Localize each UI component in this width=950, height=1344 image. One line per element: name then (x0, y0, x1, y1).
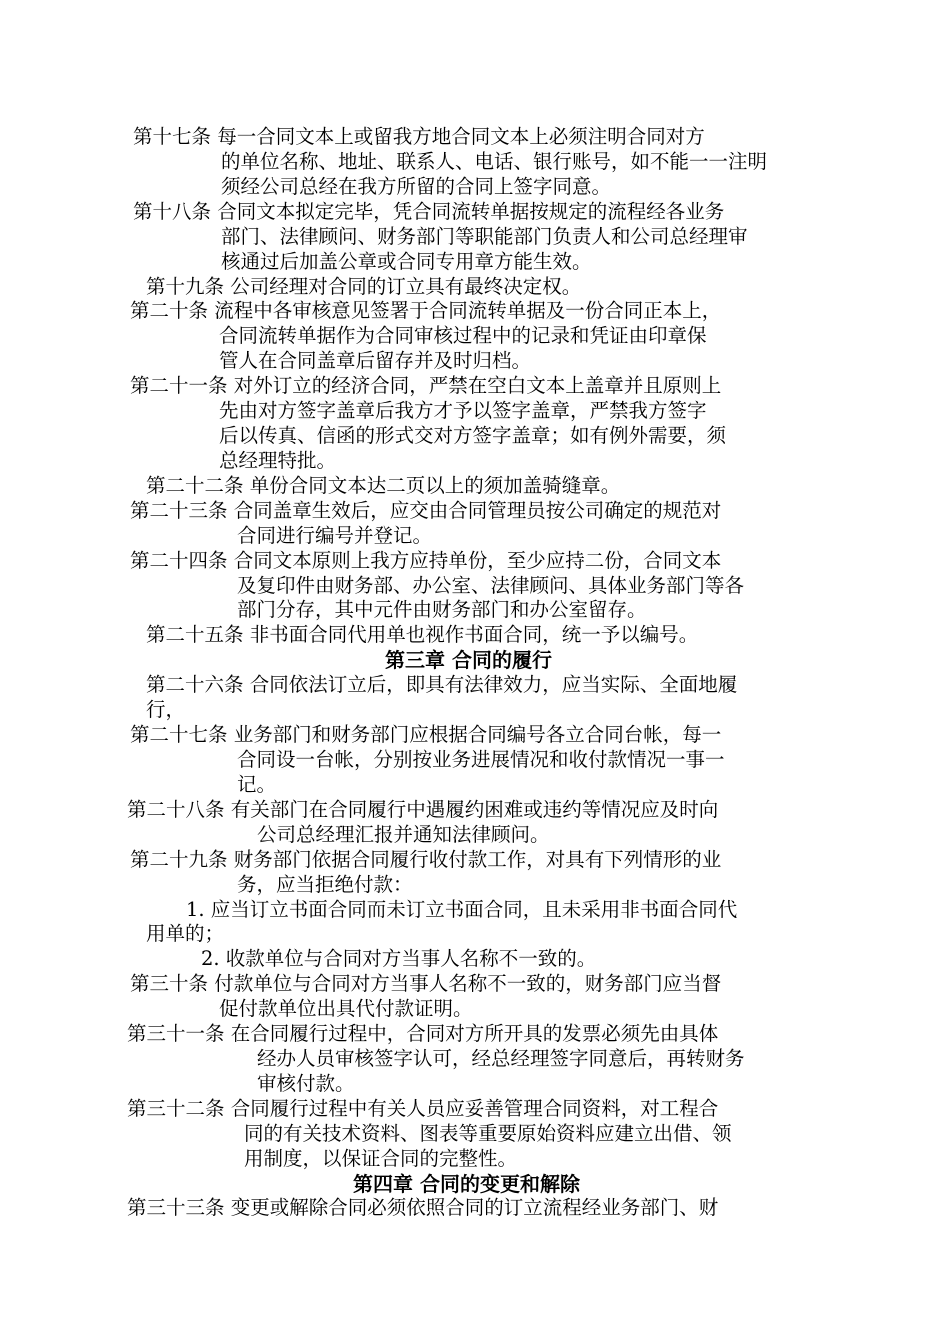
text-line: 第三十二条 合同履行过程中有关人员应妥善管理合同资料，对工程合 (127, 1097, 719, 1120)
text-line: 第十七条 每一合同文本上或留我方地合同文本上必须注明合同对方 (133, 125, 705, 148)
text-line: 公司总经理汇报并通知法律顾问。 (257, 823, 550, 846)
text-line: 第三十条 付款单位与合同对方当事人名称不一致的，财务部门应当督 (130, 972, 722, 995)
text-line: 第二十五条 非书面合同代用单也视作书面合同，统一予以编号。 (146, 623, 699, 646)
text-line: 合同流转单据作为合同审核过程中的记录和凭证由印章保 (219, 324, 707, 347)
text-line: 1. 应当订立书面合同而未订立书面合同，且未采用非书面合同代 (186, 898, 738, 921)
text-line: 部门、法律顾问、财务部门等职能部门负责人和公司总经理审 (221, 225, 748, 248)
text-line: 记。 (237, 773, 277, 796)
text-line: 总经理特批。 (219, 449, 337, 472)
text-line: 后以传真、信函的形式交对方签字盖章；如有例外需要，须 (219, 424, 727, 447)
text-line: 第二十一条 对外订立的经济合同，严禁在空白文本上盖章并且原则上 (130, 374, 722, 397)
text-line: 第十八条 合同文本拟定完毕，凭合同流转单据按规定的流程经各业务 (133, 200, 725, 223)
text-line: 核通过后加盖公章或合同专用章方能生效。 (221, 250, 592, 273)
chapter-heading: 第三章 合同的履行 (385, 648, 552, 672)
text-line: 须经公司总经在我方所留的合同上签字同意。 (221, 175, 612, 198)
text-line: 同的有关技术资料、图表等重要原始资料应建立出借、领 (244, 1122, 732, 1145)
text-line: 2. 收款单位与合同对方当事人名称不一致的。 (201, 947, 597, 970)
text-line: 行， (146, 698, 186, 721)
text-line: 部门分存，其中元件由财务部门和办公室留存。 (237, 598, 647, 621)
text-line: 先由对方签字盖章后我方才予以签字盖章，严禁我方签字 (219, 399, 707, 422)
text-line: 促付款单位出具代付款证明。 (219, 997, 473, 1020)
text-line: 第二十三条 合同盖章生效后，应交由合同管理员按公司确定的规范对 (130, 499, 722, 522)
text-line: 用制度，以保证合同的完整性。 (244, 1147, 518, 1170)
text-line: 合同进行编号并登记。 (237, 524, 433, 547)
text-line: 第二十二条 单份合同文本达二页以上的须加盖骑缝章。 (146, 474, 621, 497)
text-line: 第二十七条 业务部门和财务部门应根据合同编号各立合同台帐，每一 (130, 723, 722, 746)
text-line: 第十九条 公司经理对合同的订立具有最终决定权。 (146, 275, 582, 298)
text-line: 及复印件由财务部、办公室、法律顾问、具体业务部门等各 (237, 574, 745, 597)
text-line: 第二十九条 财务部门依据合同履行收付款工作，对具有下列情形的业 (130, 848, 722, 871)
text-line: 第二十六条 合同依法订立后，即具有法律效力，应当实际、全面地履 (146, 673, 738, 696)
text-line: 经办人员审核签字认可，经总经理签字同意后，再转财务 (257, 1047, 745, 1070)
text-line: 务，应当拒绝付款： (237, 873, 413, 896)
text-line: 第二十八条 有关部门在合同履行中遇履约困难或违约等情况应及时向 (127, 798, 719, 821)
text-line: 审核付款。 (257, 1072, 355, 1095)
chapter-heading: 第四章 合同的变更和解除 (353, 1172, 580, 1196)
text-line: 的单位名称、地址、联系人、电话、银行账号，如不能一一注明 (221, 150, 768, 173)
text-line: 第二十条 流程中各审核意见签署于合同流转单据及一份合同正本上， (130, 299, 722, 322)
text-line: 第三十三条 变更或解除合同必须依照合同的订立流程经业务部门、财 (127, 1196, 719, 1219)
text-line: 用单的； (146, 922, 225, 945)
text-line: 第二十四条 合同文本原则上我方应持单份，至少应持二份，合同文本 (130, 549, 722, 572)
text-line: 第三十一条 在合同履行过程中，合同对方所开具的发票必须先由具体 (127, 1022, 719, 1045)
text-line: 合同设一台帐，分别按业务进展情况和收付款情况一事一 (237, 748, 725, 771)
text-line: 管人在合同盖章后留存并及时归档。 (219, 349, 532, 372)
